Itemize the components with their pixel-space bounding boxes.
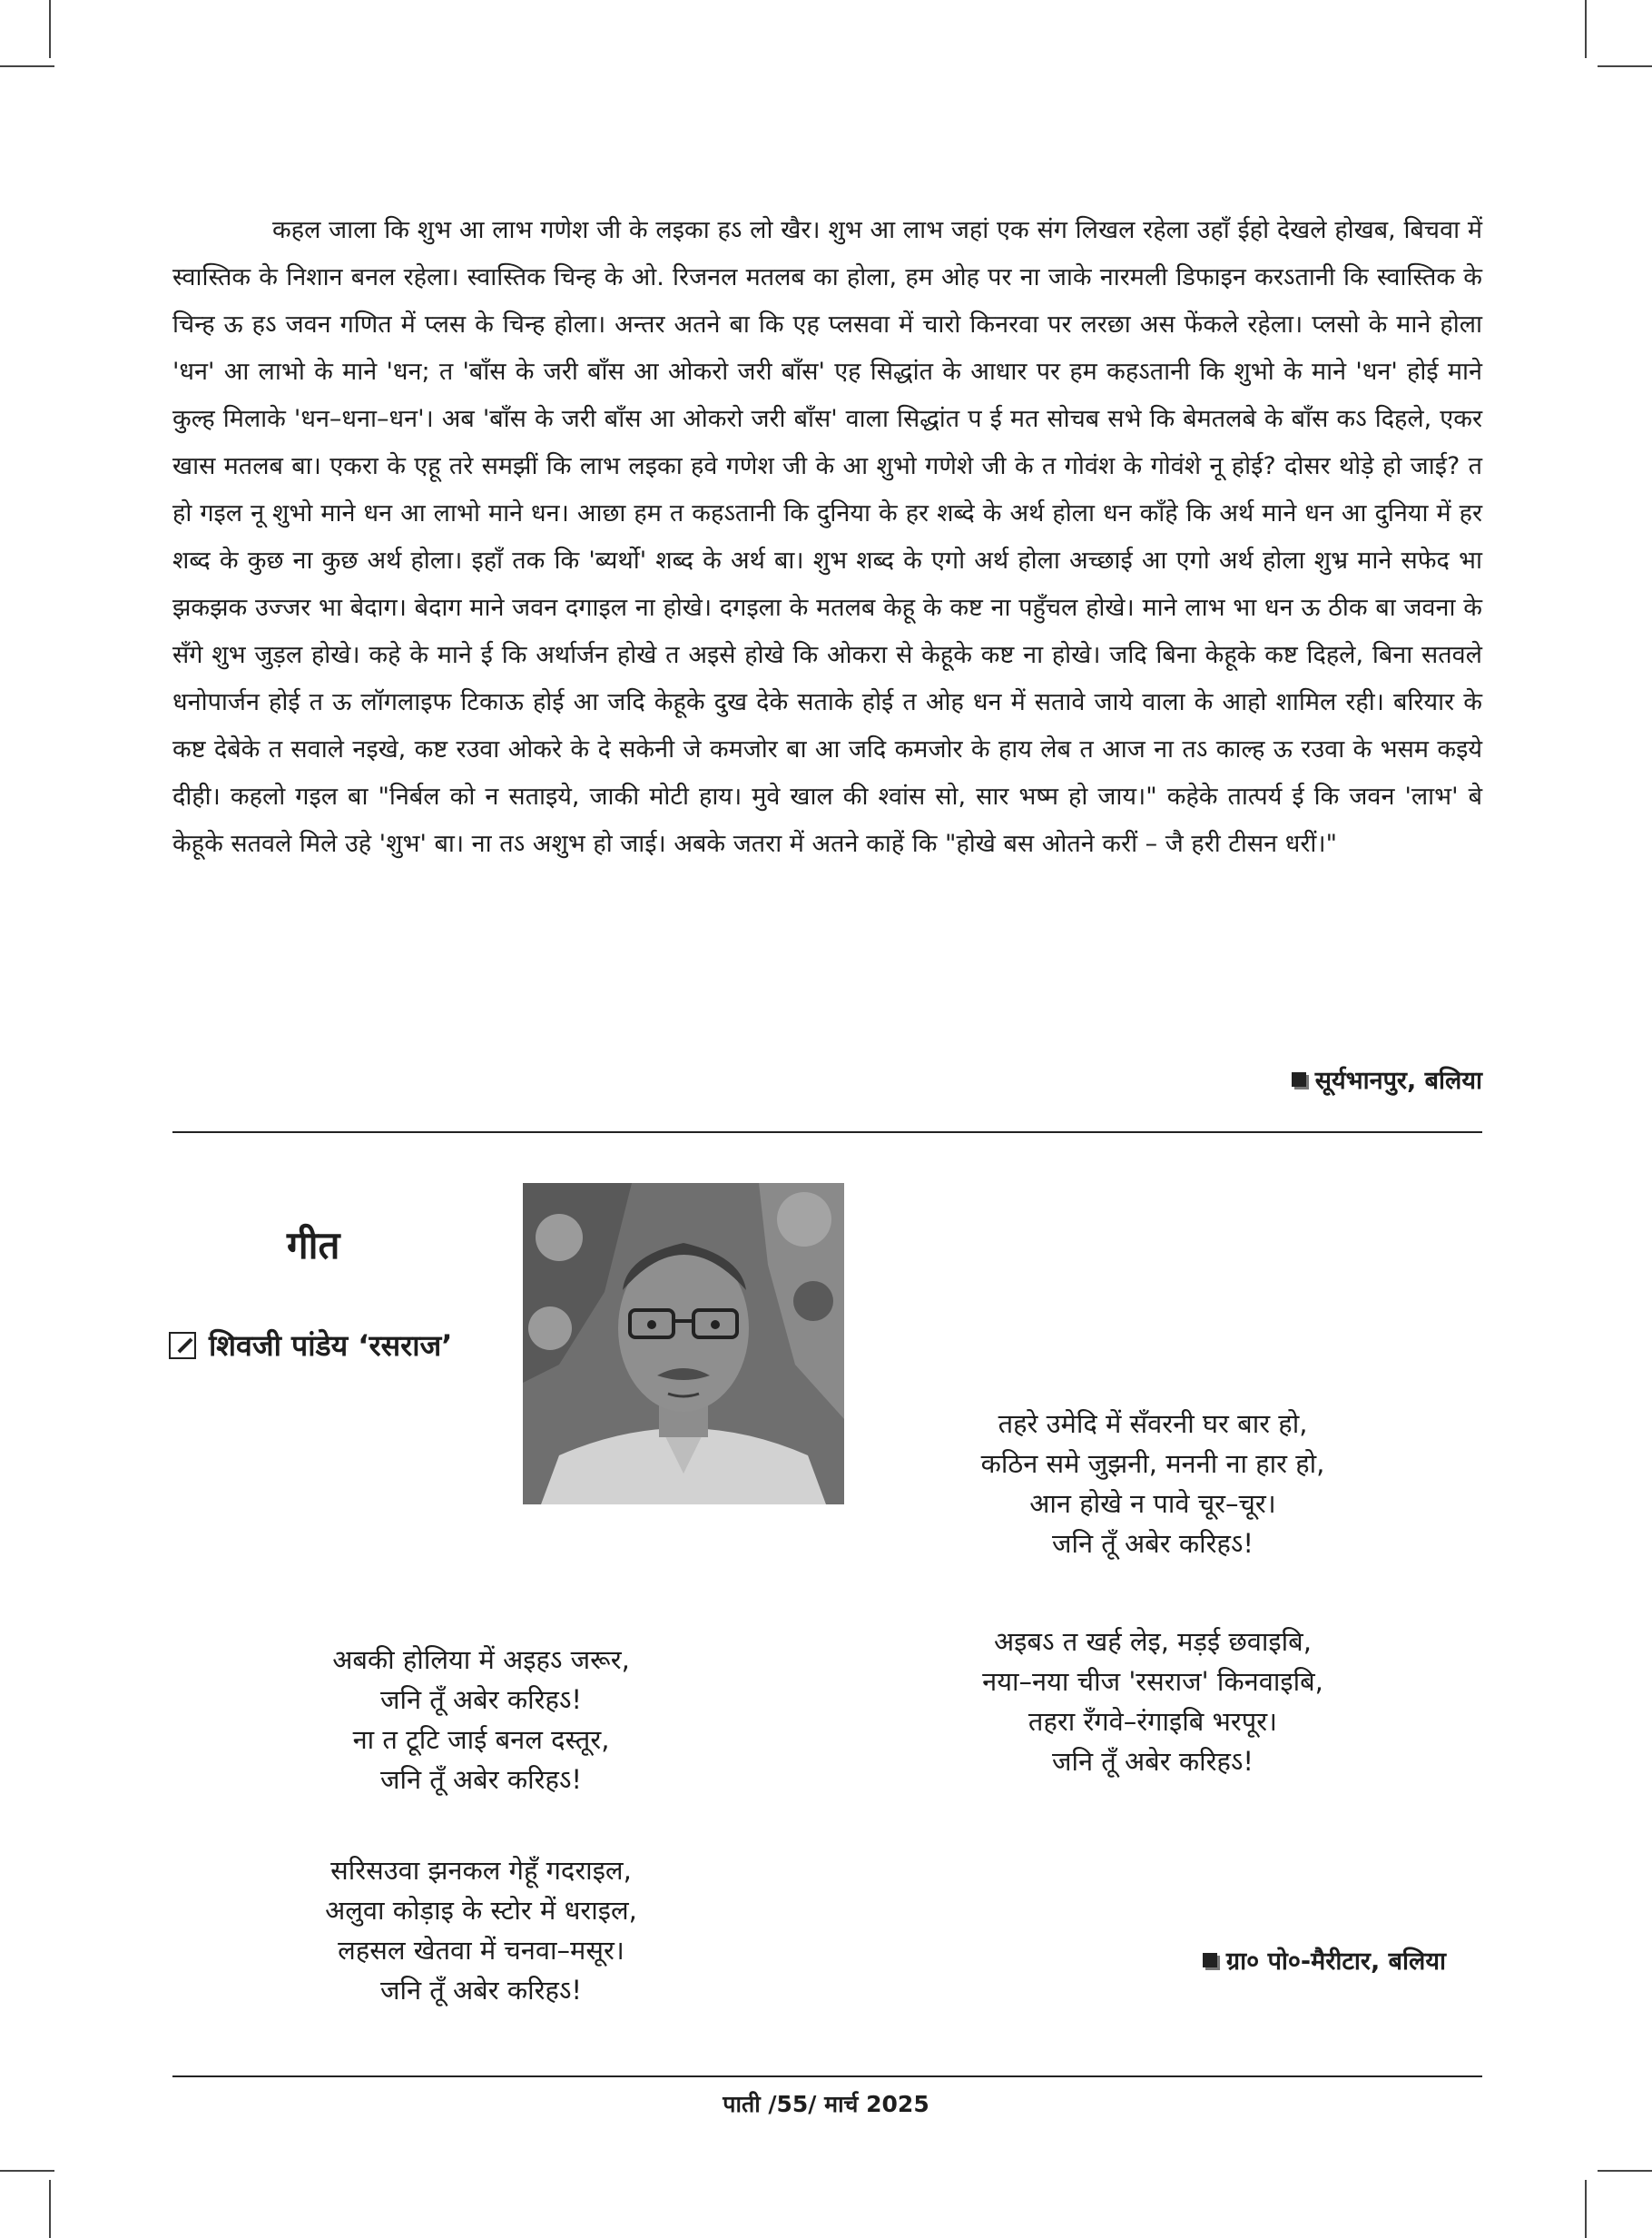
pen-icon: [169, 1332, 196, 1359]
crop-mark: [49, 2180, 51, 2238]
poem-line: कठिन समे जुझनी, मननी ना हार हो,: [980, 1448, 1325, 1479]
poem-stanza: [290, 1850, 672, 2010]
poem-line: जनि तूँ अबेर करिहऽ!: [379, 1975, 583, 2006]
crop-mark: [1598, 65, 1652, 67]
square-bullet-icon: [1203, 1953, 1217, 1967]
square-bullet-icon: [1292, 1072, 1306, 1087]
poem-line: अबकी होलिया में अइहऽ जरूर,: [332, 1644, 630, 1675]
crop-mark: [1585, 0, 1587, 58]
essay-signoff: [1292, 1062, 1482, 1096]
poem-line: आन होखे न पावे चूर–चूर।: [1029, 1488, 1276, 1519]
essay-paragraph: कहल जाला कि शुभ आ लाभ गणेश जी के लइका हऽ लो खैर। शुभ आ लाभ जहां एक संग लिखल रहेला उहाँ ईहो देखले होखब, बिचवा में स्वास्तिक के निशान बनल रहेला। स्वास्तिक चिन्ह के ओ. रिजनल मतलब का होला, हम ओह पर ना जाके नारमली डिफाइन करऽतानी कि स्वास्तिक के चिन्ह ऊ हऽ जवन गणित में प्लस के चिन्ह होला। अन्तर अतने बा कि एह प्लसवा में चारो किनरवा पर लरछा अस फेंकले रहेला। प्लसो के माने होला 'धन' आ लाभो के माने 'धन; त 'बाँस के जरी बाँस आ ओकरो जरी बाँस' एह सिद्धांत के आधार पर हम कहऽतानी कि शुभो के माने 'धन' होई माने कुल्ह मिलाके 'धन–धना–धन'। अब 'बाँस के जरी बाँस आ ओकरो जरी बाँस' वाला सिद्धांत प ई मत सोचब सभे कि बेमतलबे के बाँस कऽ दिहले, एकर खास मतलब बा। एकरा के एहू तरे समझीं कि लाभ लइका हवे गणेश जी के आ शुभो गणेशे जी के त गोवंश के गोवंशे नू होई? दोसर थोड़े हो जाई? त हो गइल नू शुभो माने धन आ लाभो माने धन। आछा हम त कहऽतानी कि दुनिया के हर शब्दे के अर्थ होला धन काँहे कि अर्थ माने धन आ दुनिया में हर शब्द के कुछ ना कुछ अर्थ होला। इहाँ तक कि 'ब्यर्थो' शब्द के अर्थ बा। शुभ शब्द के एगो अर्थ होला अच्छाई आ एगो अर्थ होला शुभ्र माने सफेद भा झकझक उज्जर भा बेदाग। बेदाग माने जवन दगाइल ना होखे। दगइला के मतलब केहू के कष्ट ना पहुँचल होखे। माने लाभ भा धन ऊ ठीक बा जवना के सँगे शुभ जुड़ल होखे। कहे के माने ई कि अर्थार्जन होखे त अइसे होखे कि ओकरा से केहूके कष्ट ना होखे। जदि बिना केहूके कष्ट दिहले, बिना सतवले धनोपार्जन होई त ऊ लॉगलाइफ टिकाऊ होई आ जदि केहूके दुख देके सताके होई त ओह धन में सतावे जाये वाला के आहो शामिल रही। बरियार के कष्ट देबेके त सवाले नइखे, कष्ट रउवा ओकरे के दे सकेनी जे कमजोर बा आ जदि कमजोर के हाय लेब त आज ना तऽ काल्ह ऊ रउवा के भसम कइये दीही। कहलो गइल बा "निर्बल को न सताइये, जाकी मोटी हाय। मुवे खाल की श्वांस सो, सार भष्म हो जाय।" कहेके तात्पर्य ई कि जवन 'लाभ' बे केहूके सतवले मिले उहे 'शुभ' बा। ना तऽ अशुभ हो जाई। अबके जतरा में अतने काहें कि "होखे बस ओतने करीं – जै हरी टीसन धरीं।": [172, 216, 1482, 858]
poem-byline: [169, 1326, 452, 1365]
poem-stanza: [290, 1640, 672, 1799]
poem-line: अइबऽ त खर्ह लेइ, मड़ई छवाइबि,: [994, 1626, 1312, 1657]
poem-line: अलुवा कोड़ाइ के स्टोर में धराइल,: [325, 1895, 637, 1926]
crop-mark: [49, 0, 51, 58]
poem-line: तहरा रँगवे–रंगाइबि भरपूर।: [1028, 1706, 1278, 1737]
poem-line: सरिसउवा झनकल गेहूँ गदराइल,: [330, 1855, 632, 1886]
poem-line: ना त टूटि जाई बनल दस्तूर,: [352, 1724, 610, 1755]
crop-mark: [1598, 2170, 1652, 2172]
essay-body: [172, 207, 1482, 868]
page-footer: पाती /55/ मार्च 2025: [723, 2091, 929, 2117]
footer-divider: [172, 2075, 1482, 2077]
poem-line: लहसल खेतवा में चनवा–मसूर।: [338, 1935, 624, 1966]
poem-stanza: [962, 1622, 1343, 1781]
crop-mark: [1585, 2180, 1587, 2238]
poem-title: गीत: [287, 1223, 340, 1267]
crop-mark: [0, 2170, 54, 2172]
author-photo: [523, 1183, 844, 1504]
poem-address: [1203, 1943, 1446, 1977]
poem-line: तहरे उमेदि में सँवरनी घर बार हो,: [998, 1408, 1308, 1439]
section-divider: [172, 1131, 1482, 1133]
crop-mark: [0, 65, 54, 67]
poem-line: नया–नया चीज 'रसराज' किनवाइबि,: [982, 1666, 1323, 1697]
poem-line: जनि तूँ अबेर करिहऽ!: [379, 1764, 583, 1795]
poem-stanza: [962, 1404, 1343, 1563]
poem-line: जनि तूँ अबेर करिहऽ!: [1051, 1746, 1254, 1777]
author-name: शिवजी पांडेय ‘रसराज’: [209, 1328, 453, 1363]
signoff-text: सूर्यभानपुर, बलिया: [1314, 1067, 1482, 1095]
address-text: ग्रा० पो०-मैरीटार, बलिया: [1225, 1947, 1446, 1976]
poem-line: जनि तूँ अबेर करिहऽ!: [379, 1684, 583, 1715]
poem-line: जनि तूँ अबेर करिहऽ!: [1051, 1528, 1254, 1559]
